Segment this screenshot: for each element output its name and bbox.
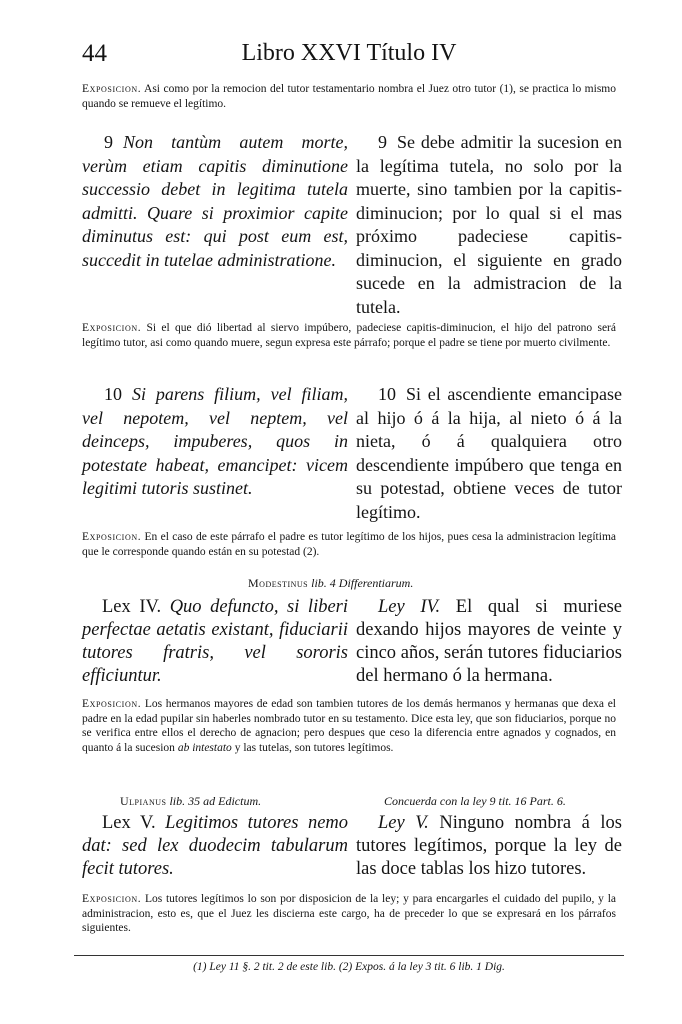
exposicion-label: Exposicion.	[82, 531, 142, 543]
source-citation-ulpianus	[120, 794, 261, 809]
latin-text: Quo defuncto, si liberi perfectae aetatis existant, fiduciarii tutores fratris, vel sororis efficiuntur.	[82, 597, 349, 686]
ley-label: Ley IV.	[378, 597, 441, 617]
spanish-text: El qual si muriese dexando hijos mayores de veinte y cinco años, serán tutores fiduciarios del hermano ó la hermana.	[356, 597, 622, 686]
ley-label: Ley V.	[378, 813, 429, 833]
exposicion-text: y las tutelas, son tutores legítimos.	[231, 741, 394, 754]
section-number: 10	[104, 384, 122, 404]
exposicion-1	[82, 82, 616, 111]
page-title: Libro XXVI Título IV	[241, 40, 457, 66]
lex-label: Lex V.	[102, 813, 156, 833]
spanish-text: Ninguno nombra á los tutores legítimos, porque la ley de las doce tablas los hizo tutores.	[356, 813, 623, 879]
spanish-column	[356, 596, 622, 688]
latin-column	[82, 596, 348, 688]
source-reference: lib. 4 Differentiarum.	[311, 576, 414, 590]
spanish-column	[356, 383, 622, 524]
latin-text: Non tantùm autem morte, verùm etiam capitis diminutione successio debet in legitima tutela admitti. Quare si proximior capite diminutus est: qui post eum est, succedit in tutelae administratione.	[82, 132, 348, 270]
latin-text: Legitimos tutores nemo dat: sed lex duodecim tabularum fecit tutores.	[82, 813, 349, 879]
exposicion-italic: ab intestato	[177, 741, 232, 754]
footnote-divider	[74, 955, 624, 956]
section-number: 10	[378, 384, 396, 404]
page-header	[82, 40, 616, 74]
exposicion-5	[82, 892, 616, 936]
exposicion-label: Exposicion.	[82, 698, 142, 710]
exposicion-text: Los hermanos mayores de edad son tambien tutores de los demás hermanos y hermanas que dexa el padre en la edad pupilar sin haberles nombrado tutor en su testamento. Dice esta ley, que son fiduciarios, porque no se verifica entre ellos el derecho de agnacion; pero despues que ceso la diferencia entre agnados y cognados, en quanto á la sucesion	[82, 698, 616, 754]
exposicion-4	[82, 697, 616, 755]
exposicion-2	[82, 321, 616, 350]
jurist-name: Modestinus	[248, 576, 309, 590]
exposicion-3	[82, 530, 616, 559]
exposicion-label: Exposicion.	[82, 893, 142, 905]
footnotes: (1) Ley 11 §. 2 tit. 2 de este lib. (2) Expos. á la ley 3 tit. 6 lib. 1 Dig.	[193, 961, 505, 973]
latin-column	[82, 383, 348, 501]
section-number: 9	[378, 132, 387, 152]
spanish-text: Si el ascendiente emancipase al hijo ó á la hija, al nieto ó á la nieta, ó á qualquiera otro descendiente impúbero que tenga en su potestad, obtiene veces de tutor legítimo.	[356, 384, 622, 522]
exposicion-text: Los tutores legítimos lo son por disposicion de la ley; y para encargarles el cuidado del pupilo, y la administracion, esto es, que el Juez les discierna este cargo, ha de preceder lo que se expresará en los párrafos siguientes.	[82, 893, 616, 934]
latin-column	[82, 131, 348, 272]
concordance-note: Concuerda con la ley 9 tit. 16 Part. 6.	[384, 794, 566, 808]
source-citation-modestinus	[248, 576, 413, 591]
exposicion-label: Exposicion.	[82, 83, 142, 95]
page-number: 44	[82, 40, 107, 67]
exposicion-label: Exposicion.	[82, 322, 142, 334]
exposicion-text: Asi como por la remocion del tutor testamentario nombra el Juez otro tutor (1), se practica lo mismo quando se remueve el legítimo.	[82, 83, 616, 110]
jurist-name: Ulpianus	[120, 794, 167, 808]
spanish-text: Se debe admitir la sucesion en la legítima tutela, no solo por la muerte, sino tambien por la capitis-diminucion; por lo qual si el mas próximo padeciese capitis-diminucion, el siguiente en grado sucede en la admistracion de la tutela.	[356, 132, 622, 317]
latin-column	[82, 812, 348, 881]
spanish-column	[356, 812, 622, 881]
lex-label: Lex IV.	[102, 597, 162, 617]
exposicion-text: Si el que dió libertad al siervo impúbero, padeciese capitis-diminucion, el hijo del patrono será legítimo tutor, asi como quando muere, segun expresa este párrafo; porque el padre se tiene por muerto civilmente.	[82, 322, 616, 349]
exposicion-text: En el caso de este párrafo el padre es tutor legítimo de los hijos, pues cesa la administracion legítima que le corresponde quando están en su potestad (2).	[82, 531, 616, 558]
section-number: 9	[104, 132, 113, 152]
source-reference: lib. 35 ad Edictum.	[169, 794, 262, 808]
latin-text: Si parens filium, vel filiam, vel nepotem, vel neptem, vel deinceps, impuberes, quos in potestate habeat, emancipet: vicem legitimi tutoris sustinet.	[82, 384, 348, 498]
spanish-column	[356, 131, 622, 319]
